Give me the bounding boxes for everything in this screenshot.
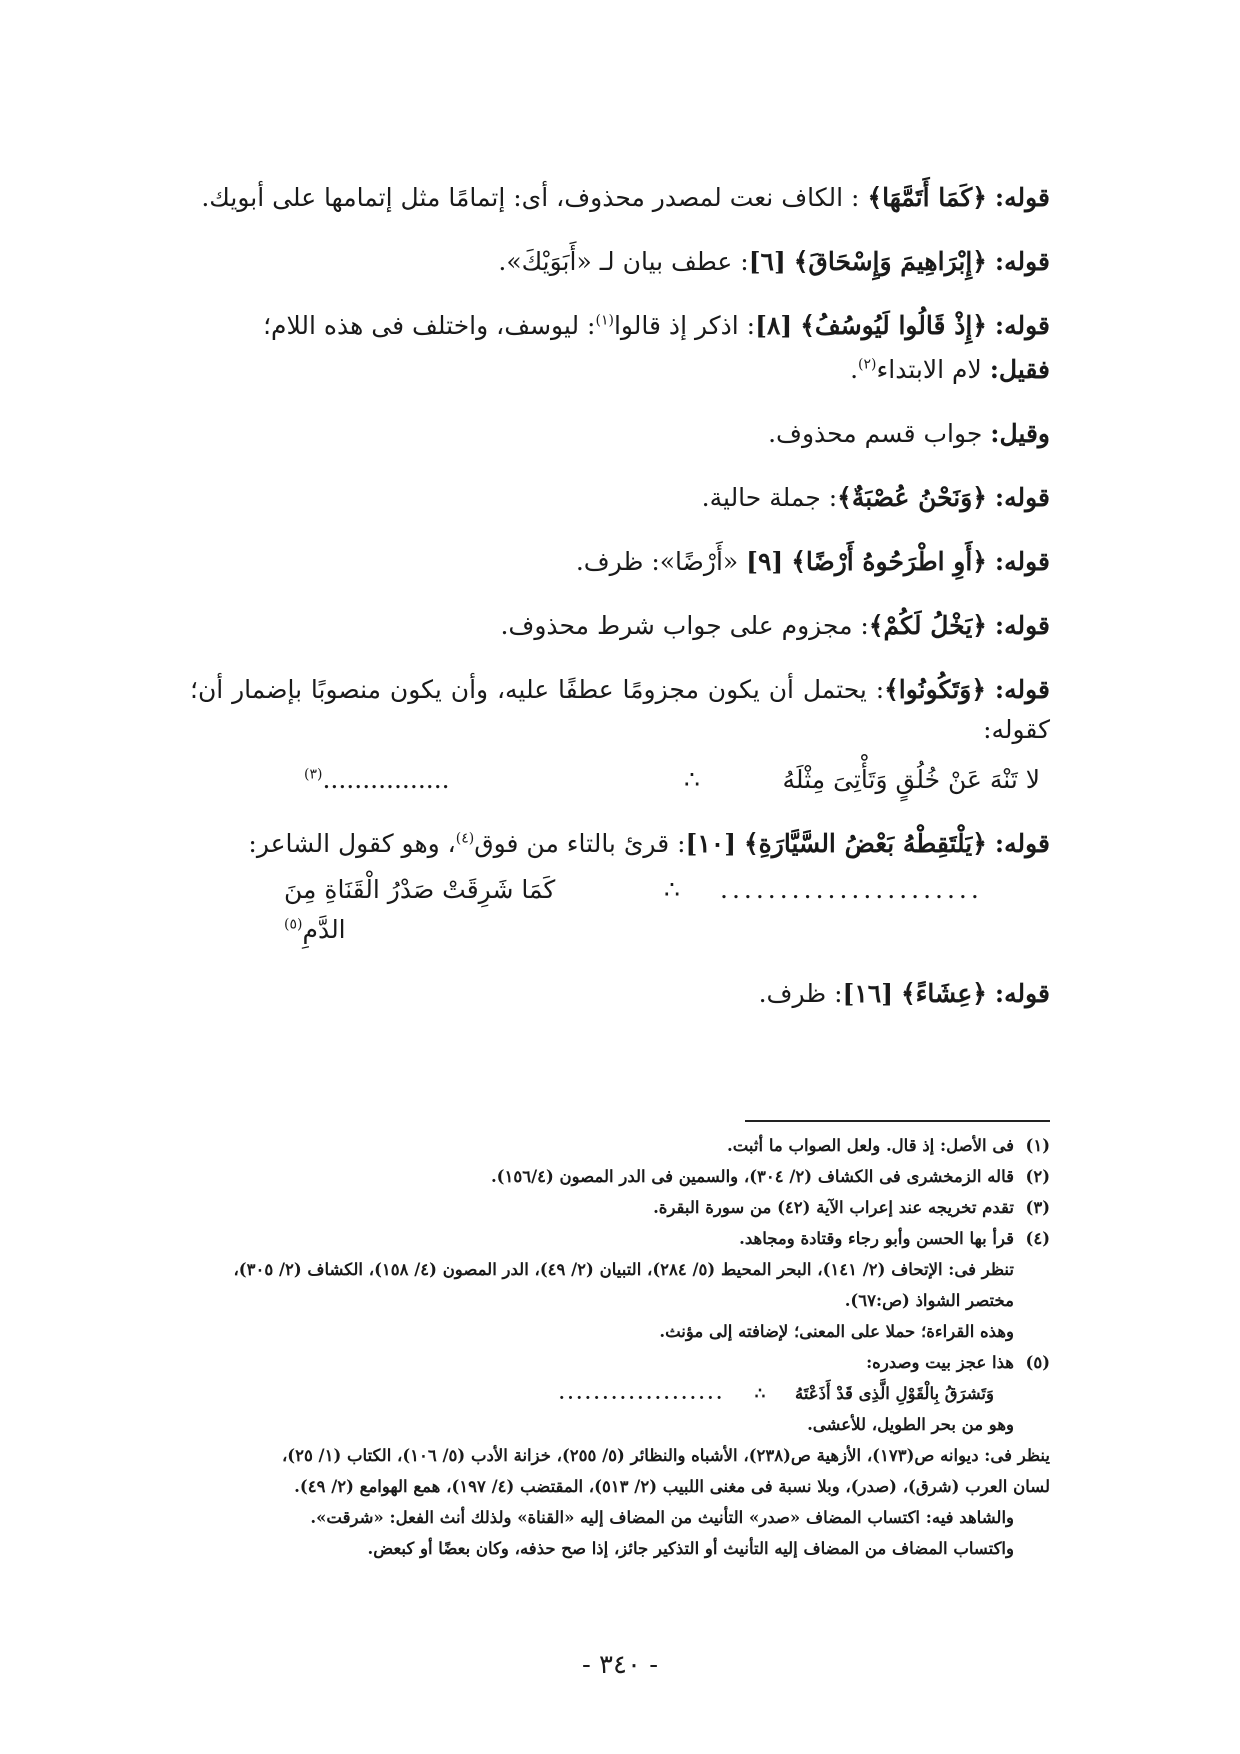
footnote-verse-separator: ∴ <box>754 1384 766 1403</box>
verse-dots: ................ <box>322 765 450 794</box>
footnote-5-sources-cont: لسان العرب (شرق)، (صدر)، وبلا نسبة فى مغنى اللبيب (٢/ ٥١٣)، المقتضب (٤/ ١٩٧)، همع الهوامع (٢/ ٤٩). <box>294 1477 1050 1496</box>
footnote-4-comment: وهذه القراءة؛ حملا على المعنى؛ لإضافته إلى مؤنث. <box>659 1322 1014 1341</box>
paragraph-text: : قرئ بالتاء من فوق <box>474 829 686 858</box>
footnote-marker: (٥) <box>284 916 303 933</box>
footnote-5-meter: وهو من بحر الطويل، للأعشى. <box>807 1415 1014 1434</box>
footnote-number: (٤) <box>1025 1229 1050 1248</box>
footnote-number: (٥) <box>1025 1353 1050 1372</box>
quran-quote: ﴿إِبْرَاهِيمَ وَإِسْحَاقَ﴾ <box>793 247 987 276</box>
footnote-number: (٣) <box>1025 1198 1050 1217</box>
poetry-verse-1 <box>190 760 1050 800</box>
paragraph-text: : ظرف. <box>758 979 843 1008</box>
paragraph-text: : عطف بيان لـ «أَبَوَيْكَ». <box>498 247 749 276</box>
paragraph-10 <box>190 824 1050 864</box>
footnote-4 <box>190 1223 1050 1254</box>
footnote-4-sources-cont: مختصر الشواذ (ص:٦٧). <box>844 1291 1014 1310</box>
footnote-4-sources: تنظر فى: الإتحاف (٢/ ١٤١)، البحر المحيط (٥/ ٢٨٤)، التبيان (٢/ ٤٩)، الدر المصون (٤/ ١٥٨)، الكشاف (٢/ ٣٠٥)، <box>233 1260 1014 1279</box>
paragraph-4 <box>190 350 1050 390</box>
quran-quote: ﴿عِشَاءً﴾ <box>901 979 987 1008</box>
footnote-verse-first: وَتَشرَقُ بِالْقَوْلِ الَّذِى قَدْ أَذَعْتَهُ <box>794 1384 994 1403</box>
paragraph-text: . <box>850 355 859 384</box>
verse-text: كَمَا شَرِقَتْ صَدْرُ الْقَنَاةِ مِنَ الدَّمِ <box>284 875 556 944</box>
footnote-number: (١) <box>1025 1136 1050 1155</box>
paragraph-text: ، وهو كقول الشاعر: <box>248 829 456 858</box>
lead-word: قوله: <box>994 829 1050 858</box>
verse-reference: [٨] <box>755 311 793 340</box>
lead-word: وقيل: <box>990 419 1050 448</box>
lead-word: قوله: <box>994 247 1050 276</box>
quran-quote: ﴿أَوِ اطْرَحُوهُ أَرْضًا﴾ <box>791 547 987 576</box>
verse-first-hemistich: ...................... <box>720 875 983 904</box>
paragraph-6 <box>190 478 1050 518</box>
paragraph-7 <box>190 542 1050 582</box>
footnote-separator <box>745 1120 1050 1122</box>
paragraph-1 <box>190 178 1050 218</box>
footnote-5-sources: ينظر فى: ديوانه ص(١٧٣)، الأزهية ص(٢٣٨)، الأشباه والنظائر (٥/ ٢٥٥)، خزانة الأدب (٥/ ١٠٦)، الكتاب (١/ ٢٥)، <box>281 1446 1050 1465</box>
verse-reference: [١٠] <box>685 829 737 858</box>
lead-word: قوله: <box>994 183 1050 212</box>
paragraph-text: : يحتمل أن يكون مجزومًا عطفًا عليه، وأن يكون منصوبًا بإضمار أن؛ كقوله: <box>190 675 1050 744</box>
footnotes <box>190 1130 1050 1564</box>
paragraph-text: : جملة حالية. <box>701 483 838 512</box>
paragraph-3 <box>190 306 1050 346</box>
footnote-text: فى الأصل: إذ قال. ولعل الصواب ما أثبت. <box>726 1136 1014 1155</box>
footnote-marker: (٢) <box>858 356 877 373</box>
paragraph-8 <box>190 606 1050 646</box>
verse-second-hemistich <box>284 870 624 950</box>
footnote-1 <box>190 1130 1050 1161</box>
paragraph-5 <box>190 414 1050 454</box>
verse-separator: ∴ <box>684 765 700 794</box>
footnote-marker: (٤) <box>455 830 475 847</box>
footnote-verse <box>190 1378 1050 1409</box>
footnote-verse-second: ................... <box>558 1384 725 1403</box>
lead-word: قوله: <box>994 483 1050 512</box>
main-text <box>190 178 1050 1038</box>
footnote-text: هذا عجز بيت وصدره: <box>866 1353 1014 1372</box>
quran-quote: ﴿وَنَحْنُ عُصْبَةٌ﴾ <box>837 483 987 512</box>
paragraph-text: «أَرْضًا»: ظرف. <box>575 547 747 576</box>
verse-reference: [٦] <box>748 247 786 276</box>
quran-quote: ﴿إِذْ قَالُوا لَيُوسُفُ﴾ <box>800 311 987 340</box>
footnote-2 <box>190 1161 1050 1192</box>
verse-separator: ∴ <box>664 875 680 904</box>
footnote-text: تقدم تخريجه عند إعراب الآية (٤٢) من سورة البقرة. <box>653 1198 1014 1217</box>
footnote-5-explanation: واكتساب المضاف من المضاف إليه التأنيث أو التذكير جائز، إذا صح حذفه، وكان بعضًا أو كبعض. <box>367 1539 1014 1558</box>
quran-quote: ﴿وَتَكُونُوا﴾ <box>884 675 987 704</box>
paragraph-text: : ليوسف، واختلف فى هذه اللام؛ <box>263 311 596 340</box>
paragraph-11 <box>190 974 1050 1014</box>
quran-quote: ﴿كَمَا أَتَمَّهَا﴾ <box>867 183 987 212</box>
lead-word: قوله: <box>994 979 1050 1008</box>
footnote-text: قرأ بها الحسن وأبو رجاء وقتادة ومجاهد. <box>739 1229 1014 1248</box>
footnote-marker: (١) <box>595 312 614 329</box>
verse-reference: [٩] <box>746 547 784 576</box>
quran-quote: ﴿يَلْتَقِطْهُ بَعْضُ السَّيَّارَةِ﴾ <box>744 829 987 858</box>
paragraph-text: جواب قسم محذوف. <box>768 419 991 448</box>
lead-word: قوله: <box>994 611 1050 640</box>
paragraph-text: لام الابتداء <box>876 355 990 384</box>
footnote-5 <box>190 1347 1050 1378</box>
paragraph-text: : مجزوم على جواب شرط محذوف. <box>500 611 869 640</box>
footnote-text: قاله الزمخشرى فى الكشاف (٢/ ٣٠٤)، والسمين فى الدر المصون (١٥٦/٤). <box>490 1167 1014 1186</box>
lead-word: فقيل: <box>989 355 1050 384</box>
verse-first-hemistich: لا تَنْهَ عَنْ خُلُقٍ وَتَأْتِىَ مِثْلَهُ <box>782 765 1040 794</box>
footnote-marker: (٣) <box>304 766 323 783</box>
lead-word: قوله: <box>994 547 1050 576</box>
quran-quote: ﴿يَخْلُ لَكُمْ﴾ <box>868 611 987 640</box>
footnote-5-witness: والشاهد فيه: اكتساب المضاف «صدر» التأنيث من المضاف إليه «القناة» ولذلك أنث الفعل: «شرقت». <box>310 1508 1014 1527</box>
lead-word: قوله: <box>994 311 1050 340</box>
poetry-verse-2 <box>190 870 1050 950</box>
paragraph-9 <box>190 670 1050 750</box>
page-number: - ٣٤٠ - <box>581 1650 659 1680</box>
footnote-3 <box>190 1192 1050 1223</box>
footnote-number: (٢) <box>1025 1167 1050 1186</box>
verse-second-hemistich <box>304 760 644 800</box>
paragraph-text: : الكاف نعت لمصدر محذوف، أى: إتمامًا مثل إتمامها على أبويك. <box>201 183 860 212</box>
verse-reference: [١٦] <box>842 979 894 1008</box>
paragraph-2 <box>190 242 1050 282</box>
paragraph-text: : اذكر إذ قالوا <box>613 311 756 340</box>
lead-word: قوله: <box>994 675 1050 704</box>
